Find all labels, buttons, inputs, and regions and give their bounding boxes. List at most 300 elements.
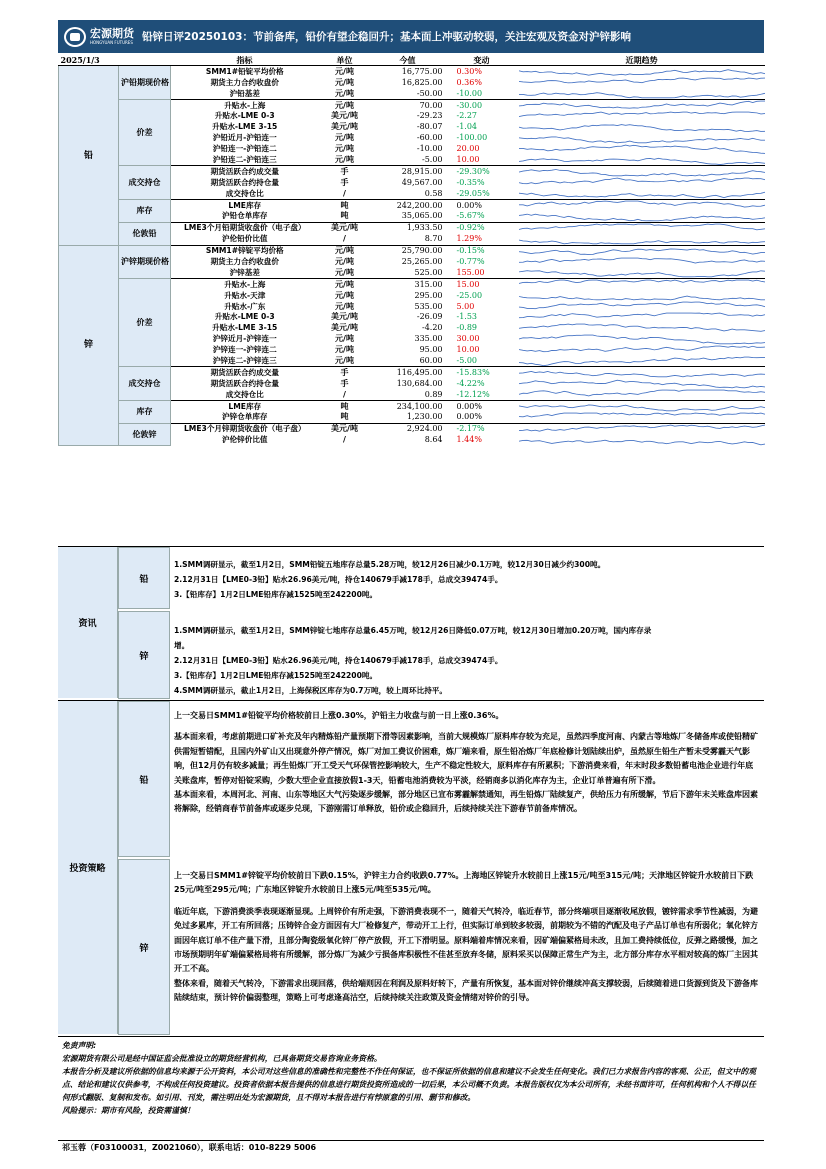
indicator-value: 28,915.00 <box>371 166 445 177</box>
indicator-name: 沪锌连一-沪锌连二 <box>212 345 277 355</box>
trend-sparkline <box>519 389 765 400</box>
table-row <box>59 245 765 256</box>
trend-sparkline <box>519 378 765 389</box>
news-section <box>58 546 764 698</box>
indicator-name: 沪铅基差 <box>229 88 260 98</box>
trend-cell <box>519 435 765 446</box>
indicator-name: 成交持仓比 <box>225 188 264 198</box>
indicator-value: 25,790.00 <box>371 245 445 256</box>
trend-cell <box>519 122 765 133</box>
trend-line <box>519 302 765 309</box>
group-label: 成交持仓 <box>119 166 171 200</box>
trend-sparkline <box>519 367 765 378</box>
trend-sparkline <box>519 133 765 144</box>
company-logo <box>58 20 136 53</box>
news-item: 1.SMM调研显示，截至1月2日，SMM铅锭五地库存总量5.28万吨，较12月26日减少0.1万吨，较12月30日减少约300吨。 <box>174 560 606 569</box>
indicator-value: 242,200.00 <box>371 200 445 211</box>
disclaimer-title: 免责声明: <box>62 1041 97 1050</box>
table-row <box>59 166 765 177</box>
indicator-name: 沪锌基差 <box>229 267 260 277</box>
indicator-unit: 元/吨 <box>335 133 354 143</box>
trend-cell <box>519 166 765 177</box>
trend-line <box>519 201 765 207</box>
trend-cell <box>519 234 765 245</box>
trend-cell <box>519 257 765 268</box>
indicator-value: 535.00 <box>414 301 443 311</box>
indicator-change: -15.83% <box>445 367 519 378</box>
indicator-change: -5.67% <box>456 211 485 221</box>
trend-cell <box>519 245 765 256</box>
table-row <box>59 100 765 111</box>
trend-line <box>519 413 765 417</box>
indicator-change: -4.22% <box>456 378 485 388</box>
news-item: 3.【铅库存】1月2日LME铅库存减1525吨至242200吨。 <box>174 590 378 599</box>
col-trend: 近期趋势 <box>519 55 765 66</box>
strategy-paragraph: 基本面来看，本周河北、河南、山东等地区大气污染逐步缓解，部分地区已宣布雾霾解禁通知，再生铅炼厂陆续复产，供给压力有所缓解，节后下游年末关账盘库因素将解除，经销商春节前备库或逐步兑现，下游刚需订单释放，铅价或企稳回升，后续持续关注下游春节前备库情况。 <box>174 790 758 814</box>
trend-sparkline <box>519 88 765 99</box>
strategy-paragraph: 上一交易日SMM1#锌锭平均价较前日下跌0.15%，沪锌主力合约收跌0.77%。上海地区锌锭升水较前日上涨15元/吨至315元/吨；天津地区锌锭升水较前日下跌25元/吨至295元/吨；广东地区锌锭升水较前日上涨5元/吨至535元/吨。 <box>174 871 754 895</box>
trend-cell <box>519 66 765 77</box>
trend-sparkline <box>519 111 765 122</box>
news-item: 4.SMM调研显示，截止1月2日，上海保税区库存为0.7万吨，较上周环比持平。 <box>174 686 447 695</box>
news-item: 增。 <box>174 641 190 650</box>
trend-line <box>519 381 765 389</box>
indicator-change: -5.00 <box>456 355 478 365</box>
trend-cell <box>519 155 765 166</box>
report-date: 2025/1/3 <box>59 55 119 66</box>
trend-line <box>519 440 765 445</box>
report-page <box>58 14 764 1154</box>
table-row <box>59 367 765 378</box>
trend-sparkline <box>519 234 765 245</box>
report-title: 铅锌日评20250103：节前备库，铅价有望企稳回升；基本面上冲驱动较弱，关注宏观及资金对沪锌影响 <box>142 31 631 43</box>
trend-cell <box>519 345 765 356</box>
trend-sparkline <box>519 100 765 111</box>
indicator-unit: 元/吨 <box>335 267 354 277</box>
trend-line <box>519 101 765 108</box>
indicator-name: 升贴水-上海 <box>171 100 319 111</box>
indicator-unit: 手 <box>319 367 371 378</box>
indicator-name: LME库存 <box>171 200 319 211</box>
indicator-value: -80.07 <box>416 122 443 132</box>
indicator-name: 升贴水-LME 0-3 <box>214 312 275 322</box>
trend-cell <box>519 279 765 290</box>
trend-cell <box>519 111 765 122</box>
indicator-name: 期货活跃合约成交量 <box>171 367 319 378</box>
trend-line <box>519 137 765 143</box>
indicator-name: 沪伦锌价比值 <box>221 435 268 445</box>
indicator-change: -1.04 <box>456 122 478 132</box>
trend-line <box>519 70 765 76</box>
analyst-contact: 祁玉蓉（F03100031，Z0021060），联系电话：010-8229 5006 <box>58 1140 764 1154</box>
indicator-unit: 元/吨 <box>335 355 354 365</box>
trend-cell <box>519 211 765 222</box>
indicator-change: -0.15% <box>445 245 519 256</box>
report-header <box>58 20 764 53</box>
news-lead-text <box>174 557 762 602</box>
indicator-name: 成交持仓比 <box>225 389 264 399</box>
trend-cell <box>519 133 765 144</box>
trend-sparkline <box>519 323 765 334</box>
indicator-name: 期货主力合约收盘价 <box>210 256 279 266</box>
trend-sparkline <box>519 267 765 278</box>
group-label: 沪锌期现价格 <box>119 245 171 279</box>
trend-cell <box>519 401 765 412</box>
trend-line <box>519 145 765 153</box>
indicator-change: -100.00 <box>456 133 488 143</box>
indicator-value: 25,265.00 <box>401 256 443 266</box>
group-label: 价差 <box>119 100 171 166</box>
indicator-value: 35,065.00 <box>401 211 443 221</box>
indicator-value: 16,825.00 <box>401 77 443 87</box>
indicator-unit: 吨 <box>319 401 371 412</box>
indicator-change: -1.53 <box>456 312 478 322</box>
trend-line <box>519 313 765 318</box>
trend-sparkline <box>519 312 765 323</box>
indicator-unit: 吨 <box>340 211 349 221</box>
indicator-value: 1,933.50 <box>371 222 445 233</box>
indicator-unit: 元/吨 <box>319 100 371 111</box>
indicator-value: 130,684.00 <box>396 378 443 388</box>
col-value: 今值 <box>371 55 445 66</box>
indicator-name: 升贴水-广东 <box>224 301 266 311</box>
trend-sparkline <box>519 188 765 199</box>
indicator-value: 60.00 <box>419 355 443 365</box>
group-label: 伦敦锌 <box>119 423 171 445</box>
trend-sparkline <box>519 356 765 367</box>
logo-name-en: HONGYUAN FUTURES <box>90 40 133 45</box>
indicator-name: LME库存 <box>171 401 319 412</box>
trend-cell <box>519 312 765 323</box>
strategy-paragraph: 临近年底，下游消费淡季表现逐渐显现。上周锌价有所走强，下游消费表现不一，随着天气转冷，临近春节，部分终端项目逐渐收尾放假，镀锌需求季节性减弱，为避免过多累库，开工有所回落；压铸锌合金方面因有大厂检修复产，带动开工上行，但实际订单到较多较弱，前期较为不错的汽配及电子产品订单也有所弱化；氧化锌方面因年底订单不佳产量下滑，且部分陶瓷级氧化锌厂停产放假，开工下滑明显。原料端着库情况来看，因矿端偏紧格局未改，且加工费持续低位，反弹之路缓慢，加之市场预期明年矿端偏紧格局将有所缓解，部分炼厂为减少亏损备库积极性不佳甚至放弃冬储，原料采买以保障正常生产为主，北方部分库存水平相对较高的炼厂主因其开工不高。 <box>174 906 758 974</box>
indicator-unit: 手 <box>340 177 349 187</box>
indicator-table <box>58 55 765 446</box>
trend-line <box>519 296 765 300</box>
strategy-lead-label: 铅 <box>118 701 170 857</box>
indicator-change: 0.36% <box>456 77 482 87</box>
indicator-value: 315.00 <box>371 279 445 290</box>
trend-line <box>519 324 765 331</box>
indicator-unit: 吨 <box>340 412 349 422</box>
trend-cell <box>519 77 765 88</box>
trend-cell <box>519 222 765 233</box>
trend-line <box>519 124 765 131</box>
indicator-name: 沪锌仓单库存 <box>221 412 268 422</box>
indicator-change: -30.00 <box>445 100 519 111</box>
indicator-unit: 元/吨 <box>335 334 354 344</box>
indicator-change: 0.00% <box>445 401 519 412</box>
trend-line <box>519 112 765 116</box>
indicator-change: -12.12% <box>456 389 490 399</box>
trend-sparkline <box>519 246 765 257</box>
indicator-change: 155.00 <box>456 267 485 277</box>
indicator-name: SMM1#铅锭平均价格 <box>171 66 319 77</box>
indicator-unit: 元/吨 <box>335 301 354 311</box>
disclaimer-line: 本报告分析及建议所依据的信息均来源于公开资料，本公司对这些信息的准确性和完整性不作任何保证，也不保证所依据的信息和建议不会发生任何变化。我们已力求报告内容的客观、公正，但文中的观点、结论和建议仅供参考，不构成任何投资建议。投资者依据本报告提供的信息进行期货投资所造成的一切后果，本公司概不负责。本报告版权仅为本公司所有，未经书面许可，任何机构和个人不得以任何形式翻版、复制和发布。如引用、刊发，需注明出处为宏源期货，且不得对本报告进行有悖原意的引用、删节和修改。 <box>62 1067 756 1102</box>
indicator-value: -60.00 <box>416 133 443 143</box>
indicator-unit: 美元/吨 <box>319 222 371 233</box>
indicator-unit: 元/吨 <box>335 290 354 300</box>
indicator-unit: / <box>343 188 346 198</box>
indicator-name: 升贴水-LME 3-15 <box>212 323 278 333</box>
indicator-value: 1,230.00 <box>406 412 443 422</box>
trend-cell <box>519 88 765 99</box>
strategy-zinc-label: 锌 <box>118 859 170 1035</box>
disclaimer-line: 宏源期货有限公司是经中国证监会批准设立的期货经营机构，已具备期货交易咨询业务资格。 <box>62 1054 382 1063</box>
trend-cell <box>519 367 765 378</box>
trend-sparkline <box>519 412 765 423</box>
indicator-value: 8.64 <box>424 435 443 445</box>
trend-line <box>519 425 765 431</box>
trend-line <box>519 240 765 244</box>
trend-sparkline <box>519 435 765 446</box>
indicator-change: 10.00 <box>456 345 480 355</box>
indicator-name: 期货活跃合约持仓量 <box>210 378 279 388</box>
indicator-name: LME3个月铅期货收盘价（电子盘） <box>171 222 319 233</box>
indicator-unit: / <box>343 234 346 244</box>
indicator-change: -29.05% <box>456 188 490 198</box>
trend-line <box>519 390 765 396</box>
table-row <box>59 222 765 233</box>
indicator-value: -26.09 <box>416 312 443 322</box>
table-row <box>59 66 765 77</box>
trend-cell <box>519 188 765 199</box>
trend-line <box>519 93 765 98</box>
indicator-change: 15.00 <box>445 279 519 290</box>
logo-name: 宏源期货 <box>90 27 134 40</box>
trend-sparkline <box>519 257 765 268</box>
indicator-change: -2.17% <box>445 423 519 434</box>
news-zinc-text <box>174 623 762 698</box>
trend-sparkline <box>519 200 765 211</box>
indicator-unit: / <box>343 389 346 399</box>
group-label: 伦敦铅 <box>119 222 171 245</box>
trend-line <box>519 405 765 411</box>
indicator-value: -10.00 <box>416 144 443 154</box>
col-unit: 单位 <box>319 55 371 66</box>
trend-cell <box>519 423 765 434</box>
trend-cell <box>519 301 765 312</box>
strategy-lead-text <box>174 709 760 817</box>
indicator-name: 期货活跃合约成交量 <box>171 166 319 177</box>
indicator-value: 95.00 <box>419 345 443 355</box>
indicator-name: 期货活跃合约持仓量 <box>210 177 279 187</box>
indicator-value: 16,775.00 <box>371 66 445 77</box>
indicator-change: -25.00 <box>456 290 483 300</box>
indicator-unit: 元/吨 <box>335 88 354 98</box>
trend-sparkline <box>519 144 765 155</box>
indicator-change: -0.35% <box>456 177 485 187</box>
trend-line <box>519 178 765 184</box>
indicator-name: 期货主力合约收盘价 <box>210 77 279 87</box>
logo-icon <box>64 27 86 47</box>
indicator-change: 0.30% <box>445 66 519 77</box>
strategy-label: 投资策略 <box>58 701 118 1034</box>
trend-sparkline <box>519 122 765 133</box>
trend-cell <box>519 100 765 111</box>
news-item: 1.SMM调研显示，截至1月2日，SMM锌锭七地库存总量6.45万吨，较12月26日降低0.07万吨，较12月30日增加0.20万吨，国内库存录 <box>174 626 652 635</box>
indicator-change: 1.29% <box>456 234 482 244</box>
trend-line <box>519 280 765 283</box>
indicator-unit: 美元/吨 <box>319 423 371 434</box>
trend-cell <box>519 323 765 334</box>
indicator-unit: 美元/吨 <box>331 312 358 322</box>
indicator-change: 20.00 <box>456 144 480 154</box>
indicator-change: -0.92% <box>445 222 519 233</box>
indicator-name: 升贴水-天津 <box>224 290 266 300</box>
indicator-unit: 元/吨 <box>335 77 354 87</box>
group-label: 成交持仓 <box>119 367 171 401</box>
trend-cell <box>519 334 765 345</box>
indicator-unit: 元/吨 <box>335 256 354 266</box>
indicator-value: -29.23 <box>416 111 443 121</box>
trend-line <box>519 192 765 198</box>
indicator-change: -29.30% <box>445 166 519 177</box>
indicator-unit: 元/吨 <box>319 245 371 256</box>
indicator-unit: 元/吨 <box>335 154 354 164</box>
indicator-unit: 元/吨 <box>319 66 371 77</box>
indicator-change: -0.77% <box>456 256 485 266</box>
strategy-section <box>58 700 764 1034</box>
indicator-unit: 手 <box>319 166 371 177</box>
indicator-change: 5.00 <box>456 301 475 311</box>
indicator-value: -4.20 <box>421 323 443 333</box>
strategy-paragraph: 基本面来看，考虑前期进口矿补充及年内精炼铅产量预期下滑等因素影响，当前大规模炼厂原料库存较为充足，虽然四季度河南、内蒙古等地炼厂冬储备库或使铅精矿供需短暂错配，且国内外矿山又出现意外停产情况，炼厂对加工费议价困难，炼厂端来看，原生铅冶炼厂年底检修计划陆续出炉，虽然原生铅生产暂未受雾霾天气影响，但12月仍有较多减量；再生铅炼厂开工受天气环保管控影响较大，生产不稳定性较大，原料库存有所累积；下游消费来看，年末时段多数铅蓄电池企业进行年底关账盘库，暂停对铅锭采购，少数大型企业直接放假1-3天，铅蓄电池消费较为平淡，经销商多以消化库存为主，企业订单普遍有所下滑。 <box>174 732 758 785</box>
metal-label: 锌 <box>59 245 119 446</box>
metal-label: 铅 <box>59 66 119 245</box>
trend-sparkline <box>519 223 765 234</box>
trend-line <box>519 170 765 176</box>
trend-sparkline <box>519 211 765 222</box>
trend-line <box>519 372 765 377</box>
indicator-value: -5.00 <box>421 154 443 164</box>
trend-sparkline <box>519 290 765 301</box>
indicator-unit: 吨 <box>319 200 371 211</box>
strategy-paragraph: 整体来看，随着天气转冷，下游需求出现回落，供给端则因在利润及原料好转下，产量有所恢复，基本面对锌价继续冲高支撑较弱，后续随着进口货源到货及下游备库陆续结束，预计锌价偏弱整理，策略上可考虑逢高沽空，后续持续关注政策及资金情绪对锌价的引导。 <box>174 978 758 1003</box>
trend-cell <box>519 177 765 188</box>
trend-line <box>519 249 765 255</box>
indicator-name: 升贴水-LME 3-15 <box>212 122 278 132</box>
indicator-unit: 元/吨 <box>319 279 371 290</box>
indicator-value: 525.00 <box>414 267 443 277</box>
trend-sparkline <box>519 166 765 177</box>
trend-sparkline <box>519 424 765 435</box>
news-item: 2.12月31日【LME0-3铅】贴水26.96美元/吨，持仓140679手减178手，总成交39474手。 <box>174 656 503 665</box>
table-row <box>59 401 765 412</box>
indicator-name: LME3个月锌期货收盘价（电子盘） <box>171 423 319 434</box>
indicator-name: SMM1#锌锭平均价格 <box>171 245 319 256</box>
trend-line <box>519 258 765 263</box>
indicator-unit: 元/吨 <box>335 345 354 355</box>
trend-sparkline <box>519 66 765 77</box>
trend-sparkline <box>519 177 765 188</box>
indicator-value: 116,495.00 <box>371 367 445 378</box>
indicator-change: -2.27 <box>456 111 478 121</box>
trend-cell <box>519 412 765 423</box>
indicator-value: -50.00 <box>416 88 443 98</box>
trend-sparkline <box>519 155 765 166</box>
indicator-change: -0.89 <box>456 323 478 333</box>
indicator-name: 沪伦铅价比值 <box>221 234 268 244</box>
trend-line <box>519 271 765 277</box>
table-row <box>59 279 765 290</box>
trend-cell <box>519 144 765 155</box>
indicator-change: 1.44% <box>456 435 482 445</box>
indicator-change: 10.00 <box>456 154 480 164</box>
indicator-value: 234,100.00 <box>371 401 445 412</box>
trend-sparkline <box>519 401 765 412</box>
indicator-name: 沪铅近月-沪铅连一 <box>212 133 277 143</box>
indicator-name: 升贴水-LME 0-3 <box>214 111 275 121</box>
indicator-value: 0.58 <box>424 188 443 198</box>
group-label: 库存 <box>119 200 171 223</box>
indicator-value: 70.00 <box>371 100 445 111</box>
indicator-change: 30.00 <box>456 334 480 344</box>
trend-sparkline <box>519 279 765 290</box>
indicator-name: 沪锌近月-沪锌连一 <box>212 334 277 344</box>
trend-sparkline <box>519 334 765 345</box>
indicator-unit: 元/吨 <box>335 144 354 154</box>
indicator-unit: 美元/吨 <box>331 122 358 132</box>
indicator-value: 295.00 <box>414 290 443 300</box>
indicator-value: 0.89 <box>424 389 443 399</box>
trend-cell <box>519 389 765 400</box>
indicator-unit: 手 <box>340 378 349 388</box>
news-label: 资讯 <box>58 547 118 698</box>
indicator-unit: 美元/吨 <box>331 111 358 121</box>
trend-sparkline <box>519 77 765 88</box>
indicator-value: 49,567.00 <box>401 177 443 187</box>
strategy-paragraph: 上一交易日SMM1#铅锭平均价格较前日上涨0.30%，沪铅主力收盘与前一日上涨0.36%。 <box>174 711 504 720</box>
group-label: 库存 <box>119 401 171 424</box>
indicator-value: 335.00 <box>414 334 443 344</box>
indicator-unit: 美元/吨 <box>331 323 358 333</box>
indicator-change: 0.00% <box>456 412 482 422</box>
group-label: 价差 <box>119 279 171 367</box>
trend-line <box>519 335 765 344</box>
indicator-name: 沪铅连一-沪铅连二 <box>212 144 277 154</box>
indicator-value: 8.70 <box>424 234 443 244</box>
trend-line <box>519 214 765 221</box>
trend-line <box>519 158 765 164</box>
indicator-value: 2,924.00 <box>371 423 445 434</box>
trend-sparkline <box>519 301 765 312</box>
indicator-name: 沪锌连二-沪锌连三 <box>212 355 277 365</box>
trend-cell <box>519 356 765 367</box>
strategy-zinc-text <box>174 869 760 1006</box>
group-label: 沪铅期现价格 <box>119 66 171 100</box>
indicator-unit: / <box>343 435 346 445</box>
indicator-name: 升贴水-上海 <box>171 279 319 290</box>
news-lead-label: 铅 <box>118 547 170 609</box>
indicator-change: -10.00 <box>456 88 483 98</box>
news-item: 3.【铅库存】1月2日LME铅库存减1525吨至242200吨。 <box>174 671 378 680</box>
trend-cell <box>519 200 765 211</box>
indicator-name: 沪铅仓单库存 <box>221 211 268 221</box>
news-zinc-label: 锌 <box>118 611 170 699</box>
trend-line <box>519 346 765 352</box>
indicator-name: 沪铅连二-沪铅连三 <box>212 154 277 164</box>
news-item: 2.12月31日【LME0-3铅】贴水26.96美元/吨，持仓140679手减178手，总成交39474手。 <box>174 575 503 584</box>
trend-cell <box>519 378 765 389</box>
trend-line <box>519 224 765 230</box>
col-change: 变动 <box>445 55 519 66</box>
table-row <box>59 200 765 211</box>
table-row <box>59 423 765 434</box>
trend-cell <box>519 267 765 278</box>
trend-line <box>519 357 765 366</box>
trend-sparkline <box>519 345 765 356</box>
